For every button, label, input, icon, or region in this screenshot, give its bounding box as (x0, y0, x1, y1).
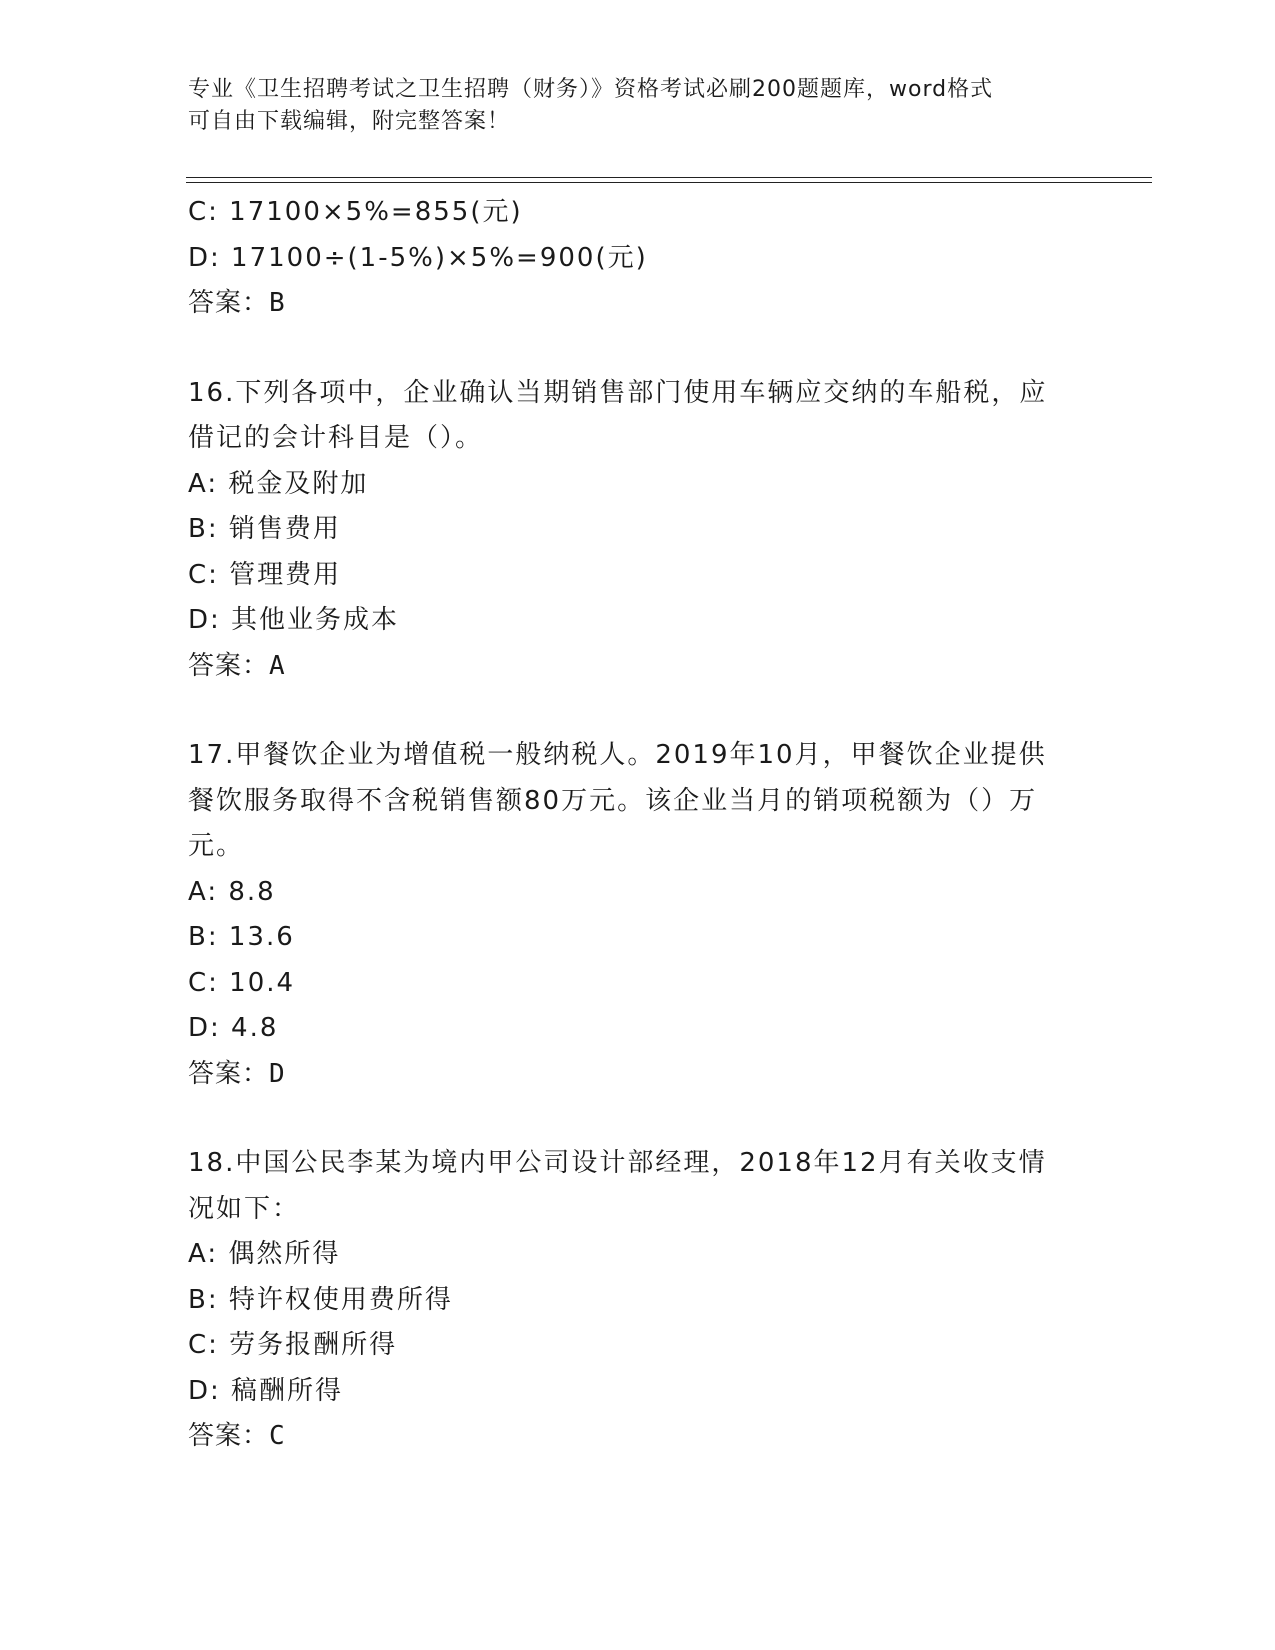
question-stem-line: 16.下列各项中，企业确认当期销售部门使用车辆应交纳的车船税，应 (188, 377, 1048, 408)
question-spacer (188, 689, 1088, 733)
option-c: C: 17100×5%=855(元) (188, 197, 523, 227)
question-16 (188, 371, 1088, 690)
question-stem-line: 餐饮服务取得不含税销售额80万元。该企业当月的销项税额为（）万 (188, 785, 1038, 816)
option-c: C: 10.4 (188, 967, 296, 998)
option-d: D: 稿酬所得 (188, 1375, 344, 1406)
option-b: B: 特许权使用费所得 (188, 1284, 453, 1315)
question-spacer (188, 1097, 1088, 1141)
document-body (188, 190, 1088, 1460)
question-spacer (188, 327, 1088, 371)
header-divider-bottom (186, 182, 1152, 183)
option-d: D: 4.8 (188, 1013, 279, 1043)
question-17 (188, 733, 1088, 1097)
question-15-continued (188, 190, 1088, 327)
answer-line: 答案：A (188, 650, 286, 681)
question-stem-line: 况如下： (188, 1193, 301, 1224)
option-a: A: 税金及附加 (188, 468, 369, 499)
option-d: D: 17100÷(1-5%)×5%=900(元) (188, 242, 648, 273)
header-title-line-1: 专业《卫生招聘考试之卫生招聘（财务）》资格考试必刷200题题库，word格式 (188, 77, 994, 102)
header-divider-top (186, 177, 1152, 178)
document-header (188, 74, 1078, 138)
question-stem-line: 元。 (188, 831, 245, 861)
answer-line: 答案：B (188, 288, 286, 318)
answer-line: 答案：D (188, 1058, 286, 1089)
question-18 (188, 1141, 1088, 1460)
option-b: B: 13.6 (188, 922, 295, 952)
option-a: A: 8.8 (188, 876, 276, 907)
question-stem-line: 17.甲餐饮企业为增值税一般纳税人。2019年10月，甲餐饮企业提供 (188, 740, 1047, 770)
question-stem-line: 18.中国公民李某为境内甲公司设计部经理，2018年12月有关收支情 (188, 1148, 1047, 1178)
answer-line: 答案：C (188, 1421, 286, 1451)
option-d: D: 其他业务成本 (188, 605, 400, 635)
option-a: A: 偶然所得 (188, 1239, 341, 1269)
option-c: C: 劳务报酬所得 (188, 1330, 398, 1360)
question-stem-line: 借记的会计科目是（）。 (188, 423, 484, 453)
header-title-line-2: 可自由下载编辑，附完整答案！ (188, 109, 511, 134)
option-b: B: 销售费用 (188, 514, 341, 544)
option-c: C: 管理费用 (188, 559, 342, 590)
